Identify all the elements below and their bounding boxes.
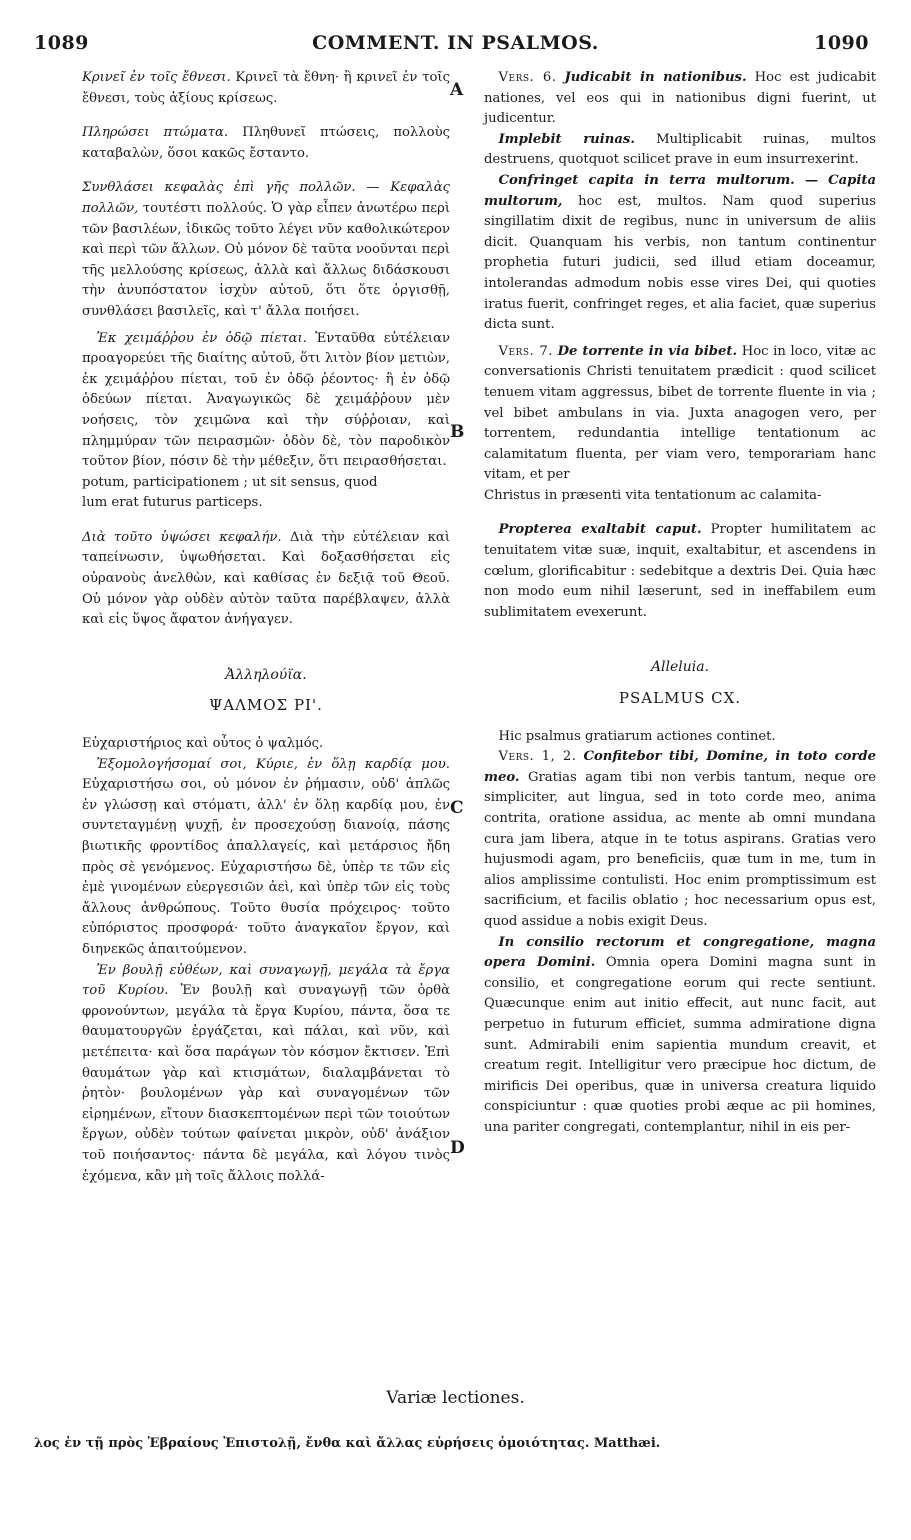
latin-lemma: Propterea exaltabit caput. — [498, 522, 702, 538]
greek-lemma: Κρινεῖ ἐν τοῖς ἔθνεσι. — [82, 70, 231, 85]
margin-letter-a: A — [450, 80, 464, 100]
greek-text: Διὰ τὴν εὐτέλειαν καὶ ταπείνωσιν, ὑψωθήσεται. Καὶ δοξασθήσεται εἰς οὐρανοὺς ἀνελθὼν, καὶ καθίσας ἐν δεξιᾷ τοῦ Θεοῦ. Οὐ μόνον γὰρ οὐδὲν αὐτὸν ταῦτα παρέβλαψεν, ἀλλὰ καὶ εἰς ὕψος ἄφατον ἀνήγαγεν. — [82, 529, 450, 628]
greek-paragraph — [82, 178, 450, 322]
greek-lemma: Ἐκ χειμάῤῥου ἐν ὁδῷ πίεται. — [96, 330, 307, 346]
latin-text: hoc est, multos. Nam quod superius singillatim dixit de regibus, nunc in universum de aliis dicit. Quanquam his verbis, non tantum continentur prophetia futuri judicii, sed illud etiam doceamur, intolerandas admodum nobis esse vires Dei, qui quoties iratus fuerit, confringet reges, et alia faciet, quæ superius dicta sunt. — [484, 193, 876, 333]
greek-paragraph — [82, 329, 450, 473]
latin-lemma: Implebit ruinas. — [498, 131, 635, 147]
latin-paragraph — [484, 130, 876, 171]
margin-letter-b: B — [450, 422, 465, 442]
left-page-number: 1089 — [34, 32, 89, 54]
latin-text: Hoc est judicabit nationes, vel eos qui in nationibus digni fuerint, ut judicentur. — [484, 70, 876, 127]
greek-lemma: Συνθλάσει κεφαλὰς ἐπὶ γῆς πολλῶν. — — [82, 180, 380, 196]
greek-text: Κρινεῖ τὰ ἔθνη· ἢ κρινεῖ ἐν τοῖς ἔθνεσι, τοὺς ἀξίους κρίσεως. — [82, 70, 450, 106]
latin-overflow-line: lum erat futurus particeps. — [82, 495, 263, 511]
greek-lemma: Ἐξομολογήσομαί σοι, Κύριε, ἐν ὅλῃ καρδίᾳ μου. — [96, 756, 450, 772]
greek-lemma: Ἐν βουλῇ εὐθέων, καὶ συναγωγῇ, μεγάλα τὰ ἔργα τοῦ Κυρίου. — [82, 962, 450, 999]
margin-letter-d: D — [450, 1138, 465, 1158]
greek-paragraph — [82, 528, 450, 631]
latin-text: Multiplicabit ruinas, multos destruens, quotquot scilicet prave in eum insurrexerint. — [484, 131, 876, 168]
latin-text: Hoc in loco, vitæ ac conversationis Christi tenuitatem prædicit : quod scilicet tenuem vitam aggressus, bibet de torrente fluente in via ; vel bibet ambulans in via. Juxta anagogen vero, per torrentem, redundantia intellige tentationum ac calamitatum fluenta, per viam vero, temporariam hanc vitam, et per — [484, 343, 876, 483]
verse-number: Vers. 7. — [498, 343, 553, 359]
greek-psalm-title: ΨΑΛΜΟΣ ΡΙ'. — [209, 696, 323, 715]
greek-alleluia: Ἀλληλούϊα. — [225, 666, 307, 683]
latin-paragraph — [484, 68, 876, 130]
verse-number: Vers. 6. — [498, 70, 557, 85]
greek-text: Εὐχαριστήσω σοι, οὐ μόνον ἐν ῥήμασιν, οὐδ' ἁπλῶς ἐν γλώσσῃ καὶ στόματι, ἀλλ' ἐν ὅλῃ καρδίᾳ μου, ἐν συντεταγμένῃ ψυχῇ, ἐν προσεχούσῃ διανοίᾳ, πάσης βιωτικῆς φροντίδος ἀπαλλαγείς, καὶ μετάρσιος ἤδη πρὸς σὲ γενόμενος. Εὐχαριστήσω δὲ, ὑπὲρ τε τῶν εἰς ἐμὲ γινομένων εὐεργεσιῶν ἀεὶ, καὶ ὑπὲρ τῶν εἰς τοὺς ἄλλους ἀνθρώπους. Τοῦτο θυσία πρόχειρος· τοῦτο εὐπόριστος προσφορά· τοῦτο ἀναγκαῖον ἔργον, καὶ διηνεκῶς ἀπαιτούμενον. — [82, 777, 450, 957]
greek-paragraph — [82, 123, 450, 164]
latin-lemma: Confitebor tibi, Domine, in toto corde meo. — [484, 749, 876, 785]
latin-column — [484, 68, 876, 1139]
latin-lemma: In consilio rectorum et congregatione, magna opera Domini. — [484, 934, 876, 971]
greek-lemma: Πληρώσει πτώματα. — [82, 125, 229, 141]
latin-paragraph — [484, 520, 876, 623]
margin-letter-c: C — [450, 798, 464, 818]
greek-text: Ἐν βουλῇ καὶ συναγωγῇ τῶν ὀρθὰ φρονούντων, μεγάλα τὰ ἔργα Κυρίου, πάντα, ὅσα τε θαυματουργῶν ἐργάζεται, καὶ πάλαι, καὶ νῦν, καὶ μετέπειτα· καὶ ὅσα παράγων τὸν κόσμον ἔκτισεν. Ἐπὶ θαυμάτων γὰρ καὶ κτισμάτων, διαλαμβάνεται τὸ ῥητὸν· βουλομένων γὰρ καὶ συναγομένων τῶν εἰρημένων, εἴτουν διασκεπτομένων περὶ τῶν τοιούτων ἔργων, οὐδὲν τούτων φαίνεται μικρὸν, οὐδ' ἀνάξιον τοῦ ποιήσαντος· πάντα δὲ μεγάλα, καὶ λόγου τινὸς ἐχόμενα, κἂν μὴ τοῖς ἄλλοις πολλά- — [82, 983, 450, 1184]
latin-alleluia: Alleluia. — [650, 659, 710, 676]
greek-text: Πληθυνεῖ πτώσεις, πολλοὺς καταβαλὼν, ὅσοι κακῶς ἔσταντο. — [82, 125, 450, 161]
greek-lemma: Κεφαλὰς πολλῶν, — [82, 180, 450, 216]
greek-lemma: Διὰ τοῦτο ὑψώσει κεφαλήν. — [82, 529, 282, 545]
latin-lemma: Capita multorum, — [484, 172, 876, 209]
latin-paragraph — [484, 342, 876, 486]
footnote: λος ἐν τῇ πρὸς Ἑβραίους Ἐπιστολῇ, ἔνθα καὶ ἄλλας εὑρήσεις ὁμοιότητας. Matthæi. — [34, 1436, 661, 1451]
running-title: COMMENT. IN PSALMOS. — [312, 32, 599, 54]
variae-lectiones-heading: Variæ lectiones. — [386, 1388, 525, 1408]
greek-text: τουτέστι πολλούς. Ὁ γὰρ εἶπεν ἀνωτέρω περὶ τῶν βασιλέων, ἰδικῶς τοῦτο λέγει νῦν καθολικώτερον καὶ περὶ τῶν ἄλλων. Οὐ μόνον δὲ ταῦτα νοοῦνται περὶ τῆς μελλούσης κρίσεως, ἀλλὰ καὶ ἄλλως διδάσκουσι τὴν ἀνυπόστατον ἰσχὺν αὐτοῦ, ὅτι ὅτε ὀργισθῇ, συνθλάσει βασιλεῖς, καὶ τ' ἄλλα ποιήσει. — [82, 200, 450, 319]
latin-overflow-line: potum, participationem ; ut sit sensus, quod — [82, 474, 378, 490]
latin-lemma: De torrente in via bibet. — [557, 343, 738, 359]
latin-text: Propter humilitatem ac tenuitatem vitæ suæ, inquit, exaltabitur, et ascendens in cœlum, glorificabitur : sedebitque a dextris Dei. Quia hæc non modo eum nihil læserunt, sed in ineffabilem eum sublimitatem evexerunt. — [484, 522, 876, 620]
greek-text: Ἐνταῦθα εὐτέλειαν προαγορεύει τῆς διαίτης αὐτοῦ, ὅτι λιτὸν βίον μετιὼν, ἐκ χειμάῤῥου πίεται, τοῦ ἐν ὁδῷ ῥέοντος· ἢ ἐν ὁδῷ ὁδεύων πίεται. Ἀναγωγικῶς δὲ χειμάῤῥουν μὲν νοήσεις, τὸν χειμῶνα καὶ τὴν σύῤῥοιαν, καὶ πλημμύραν τῶν πειρασμῶν· ὁδὸν δὲ, τὸν παροδικὸν τοῦτον βίον, πόσιν δὲ τὴν μέθεξιν, ὅτι πειρασθήσεται. — [82, 330, 451, 470]
verse-number: Vers. 1, 2. — [498, 749, 577, 765]
greek-paragraph — [82, 68, 450, 109]
greek-paragraph — [82, 755, 450, 961]
greek-column — [82, 68, 450, 1187]
latin-text: Gratias agam tibi non verbis tantum, neque ore simpliciter, aut lingua, sed in toto corde meo, anima contrita, oratione assidua, ac mente ab omni mundana cura jam libera, atque in te totus aspirans. Gratias vero hujusmodi agam, pro beneficiis, quæ tum in me, tum in alios amplissime contulisti. Hoc enim promptissimum est sacrificium, et facilis oblatio ; hoc necessarium opus est, quod assidue a nobis exigit Deus. — [484, 769, 876, 929]
latin-paragraph — [484, 747, 876, 932]
latin-lemma: Judicabit in nationibus. — [564, 70, 747, 85]
latin-paragraph — [484, 933, 876, 1139]
greek-intro: Εὐχαριστήριος καὶ οὗτος ὁ ψαλμός. — [82, 736, 324, 752]
latin-psalm-title: PSALMUS CX. — [618, 689, 742, 708]
greek-paragraph — [82, 961, 450, 1188]
latin-paragraph — [484, 171, 876, 336]
right-page-number: 1090 — [814, 32, 869, 54]
latin-intro: Hic psalmus gratiarum actiones continet. — [498, 728, 776, 744]
latin-text-line: Christus in præsenti vita tentationum ac calamita- — [484, 487, 822, 503]
latin-lemma: Confringet capita in terra multorum. — — [498, 172, 819, 188]
latin-text: Omnia opera Domini magna sunt in consilio, et congregatione eorum qui recte sentiunt. Quæcunque enim aut initio effecit, aut nunc facit, aut perpetuo in futurum efficiet, summa admiratione digna sunt. Admirabili enim sapientia mundum creavit, et creatum regit. Intelligitur vero præcipue hoc dictum, de mirificis Dei operibus, quæ in universa creatura liquido conspiciuntur : quæ quoties probi æque ac pii homines, una pariter congregati, contemplantur, nihil in eis per- — [484, 955, 876, 1135]
